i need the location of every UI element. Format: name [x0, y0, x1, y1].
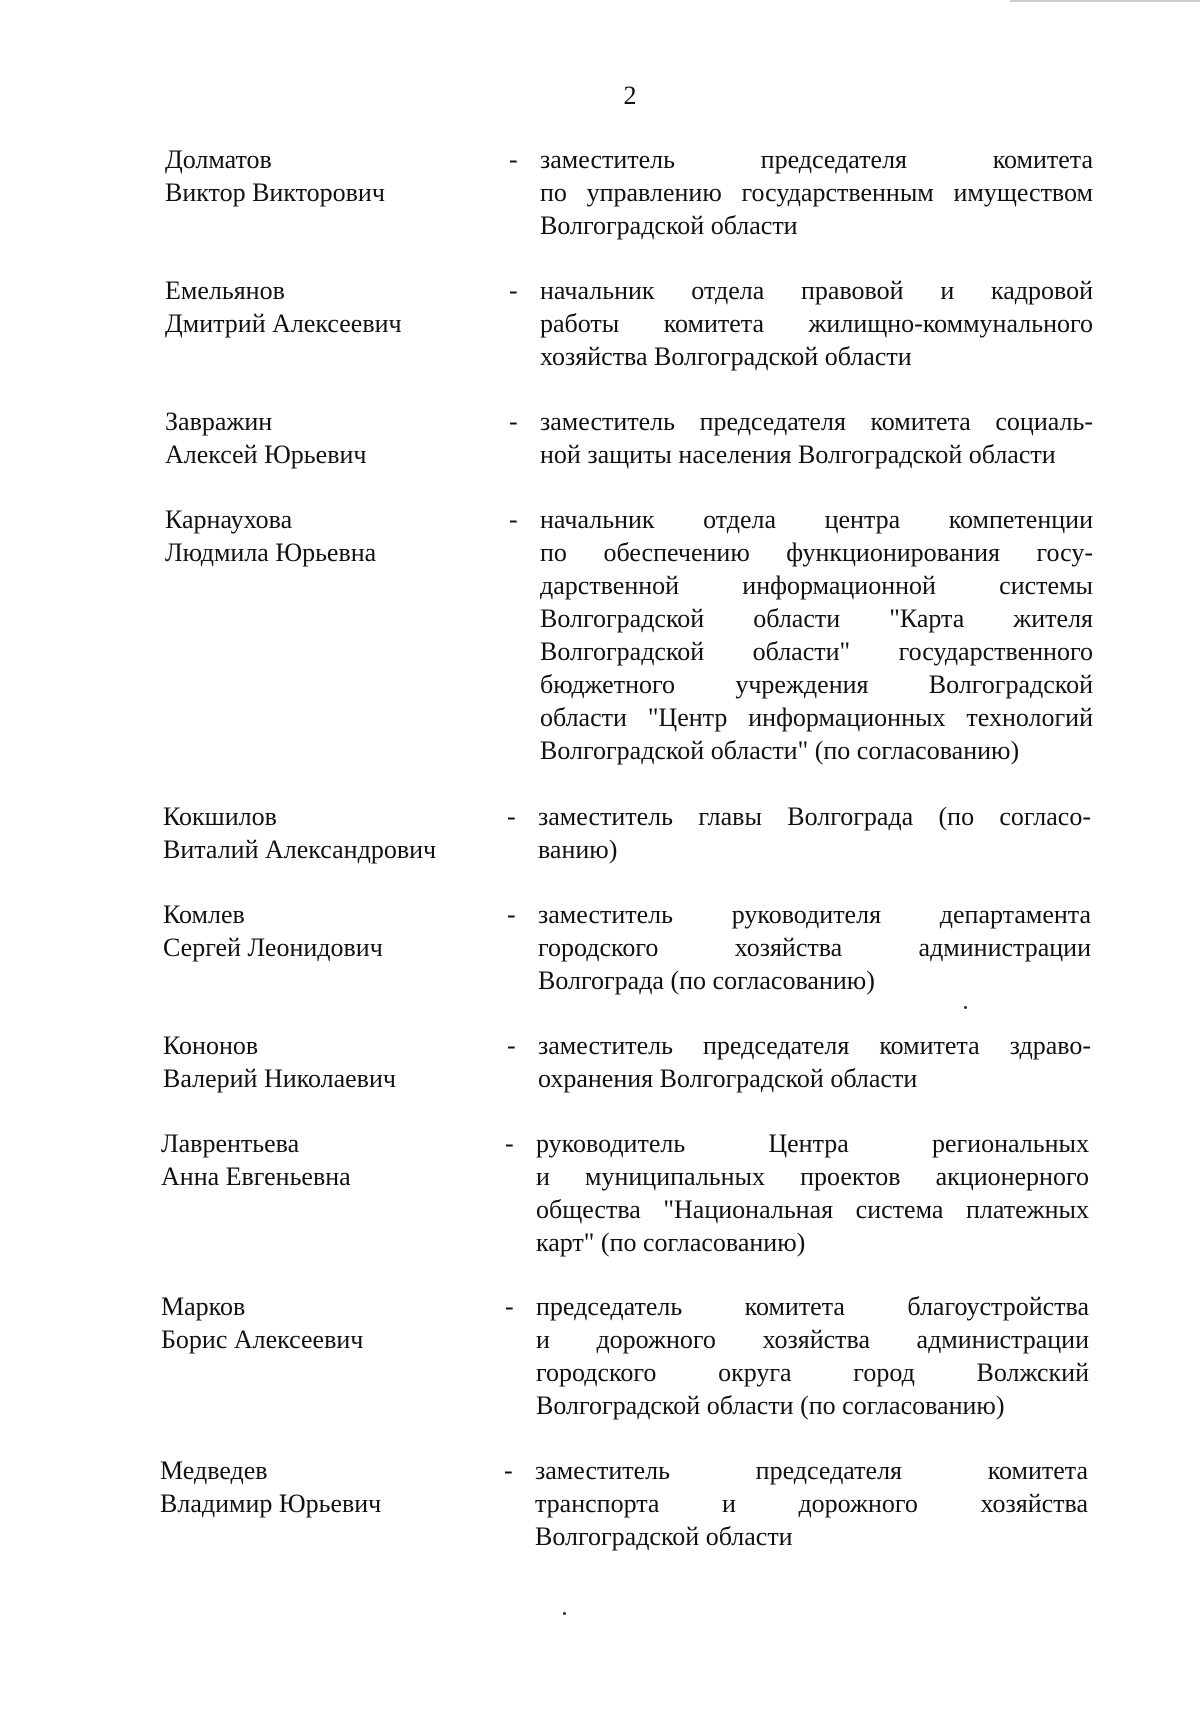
scan-speck: [964, 1006, 967, 1009]
member-given-names: Валерий Николаевич: [163, 1064, 396, 1093]
position-line: хозяйства Волгоградской области: [540, 342, 912, 371]
member-name: [163, 898, 493, 964]
member-entry: [0, 405, 1200, 469]
position-line: заместитель председателя комитета: [535, 1456, 1088, 1485]
member-surname: Медведев: [160, 1456, 268, 1485]
member-position: [540, 405, 1093, 471]
position-line: карт" (по согласованию): [536, 1228, 806, 1257]
member-name: [161, 1127, 491, 1193]
member-position: [535, 1454, 1088, 1553]
member-surname: Долматов: [165, 145, 272, 174]
member-position: [540, 503, 1093, 767]
page-number: 2: [623, 81, 637, 110]
position-line: начальник отдела правовой и кадровой: [540, 276, 1093, 305]
position-line: Волгоградской области: [535, 1522, 793, 1551]
member-name: [163, 800, 493, 866]
position-line: начальник отдела центра компетенции: [540, 505, 1093, 534]
entry-dash: -: [507, 802, 516, 831]
member-position: [538, 898, 1091, 997]
position-line: заместитель руководителя департамента: [538, 900, 1091, 929]
entry-dash: -: [509, 505, 518, 534]
position-line: дарственной информационной системы: [540, 571, 1093, 600]
entry-dash: -: [507, 900, 516, 929]
position-line: работы комитета жилищно-коммунального: [540, 309, 1093, 338]
member-position: [536, 1290, 1089, 1422]
member-given-names: Сергей Леонидович: [163, 933, 383, 962]
member-entry: [0, 898, 1198, 995]
entry-dash: -: [505, 1129, 514, 1158]
member-entry: [0, 1290, 1196, 1420]
member-entry: [0, 1029, 1198, 1093]
position-line: заместитель председателя комитета здраво-: [538, 1031, 1091, 1060]
member-surname: Карнаухова: [165, 505, 293, 534]
position-line: транспорта и дорожного хозяйства: [535, 1489, 1088, 1518]
member-name: [165, 143, 495, 209]
member-given-names: Виталий Александрович: [163, 835, 437, 864]
position-line: руководитель Центра региональных: [536, 1129, 1089, 1158]
position-line: Волгоградской области" государственного: [540, 637, 1093, 666]
position-line: городского хозяйства администрации: [538, 933, 1091, 962]
entry-dash: -: [509, 407, 518, 436]
position-line: заместитель председателя комитета социаль-: [540, 407, 1093, 436]
member-name: [160, 1454, 490, 1520]
entry-dash: -: [507, 1031, 516, 1060]
member-given-names: Владимир Юрьевич: [160, 1489, 382, 1518]
member-name: [161, 1290, 491, 1356]
position-line: заместитель председателя комитета: [540, 145, 1093, 174]
position-line: ванию): [538, 835, 618, 864]
position-line: Волгограда (по согласованию): [538, 966, 875, 995]
member-given-names: Людмила Юрьевна: [165, 538, 377, 567]
member-position: [540, 274, 1093, 373]
position-line: председатель комитета благоустройства: [536, 1292, 1089, 1321]
position-line: и муниципальных проектов акционерного: [536, 1162, 1089, 1191]
scan-edge-line: [1010, 0, 1200, 2]
member-name: [165, 405, 495, 471]
entry-dash: -: [505, 1292, 514, 1321]
member-surname: Завражин: [165, 407, 273, 436]
member-entry: [0, 503, 1200, 765]
member-entry: [0, 143, 1200, 240]
position-line: по обеспечению функционирования госу-: [540, 538, 1093, 567]
entry-dash: -: [509, 145, 518, 174]
member-position: [540, 143, 1093, 242]
member-surname: Кононов: [163, 1031, 259, 1060]
position-line: городского округа город Волжский: [536, 1358, 1089, 1387]
position-line: заместитель главы Волгограда (по согласо-: [538, 802, 1091, 831]
member-entry: [0, 1127, 1196, 1257]
member-name: [165, 274, 495, 340]
position-line: Волгоградской области "Карта жителя: [540, 604, 1093, 633]
position-line: Волгоградской области: [540, 211, 798, 240]
entry-dash: -: [504, 1456, 513, 1485]
scan-speck: [563, 1612, 566, 1615]
member-position: [538, 1029, 1091, 1095]
member-surname: Лаврентьева: [161, 1129, 300, 1158]
member-entry: [0, 1454, 1195, 1551]
member-surname: Емельянов: [165, 276, 285, 305]
member-name: [165, 503, 495, 569]
member-surname: Кокшилов: [163, 802, 277, 831]
member-entry: [0, 274, 1200, 371]
member-given-names: Анна Евгеньевна: [161, 1162, 351, 1191]
member-position: [538, 800, 1091, 866]
position-line: охранения Волгоградской области: [538, 1064, 918, 1093]
member-name: [163, 1029, 493, 1095]
member-given-names: Алексей Юрьевич: [165, 440, 367, 469]
member-given-names: Виктор Викторович: [165, 178, 385, 207]
position-line: и дорожного хозяйства администрации: [536, 1325, 1089, 1354]
position-line: Волгоградской области" (по согласованию): [540, 736, 1020, 765]
position-line: по управлению государственным имуществом: [540, 178, 1093, 207]
member-surname: Комлев: [163, 900, 245, 929]
member-position: [536, 1127, 1089, 1259]
member-entry: [0, 800, 1198, 864]
member-surname: Марков: [161, 1292, 246, 1321]
member-given-names: Дмитрий Алексеевич: [165, 309, 402, 338]
member-given-names: Борис Алексеевич: [161, 1325, 364, 1354]
position-line: области "Центр информационных технологий: [540, 703, 1093, 732]
position-line: ной защиты населения Волгоградской области: [540, 440, 1056, 469]
position-line: Волгоградской области (по согласованию): [536, 1391, 1005, 1420]
position-line: бюджетного учреждения Волгоградской: [540, 670, 1093, 699]
position-line: общества "Национальная система платежных: [536, 1195, 1089, 1224]
entry-dash: -: [509, 276, 518, 305]
